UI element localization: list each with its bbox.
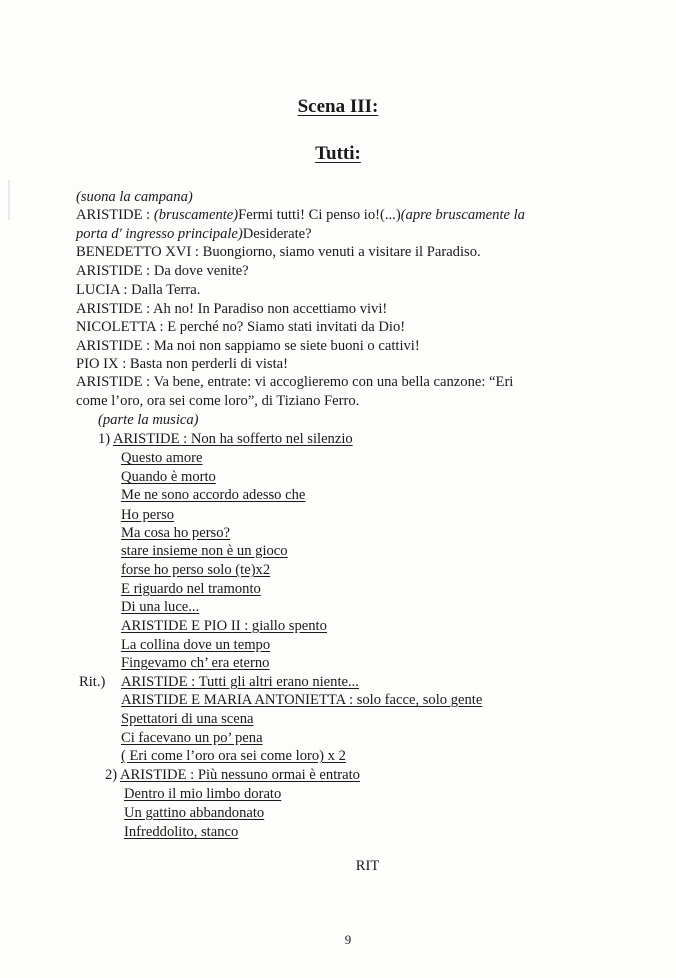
stage-direction: porta d' ingresso principale) [76, 226, 243, 242]
scene-title: Scena III: [297, 96, 379, 117]
dialogue-text: Fermi tutti! Ci penso io!(...) [238, 207, 401, 223]
lyric-line: ARISTIDE : Tutti gli altri erano niente... [121, 674, 359, 690]
lyric-line: Ma cosa ho perso? [121, 525, 231, 541]
dialogue-line-5: LUCIA : Dalla Terra. [76, 282, 201, 298]
dialogue-line-9: PIO IX : Basta non perderli di vista! [76, 356, 288, 372]
lyric-line: stare insieme non è un gioco [121, 543, 288, 559]
stage-direction-bell: (suona la campana) [76, 189, 193, 205]
lyric-line: Quando è morto [121, 469, 216, 485]
speaker: ARISTIDE : [76, 207, 154, 223]
verse-number: 1) [98, 431, 113, 447]
dialogue-line-10: ARISTIDE : Va bene, entrate: vi accoglieremo con una bella canzone: “Eri [76, 374, 514, 390]
rit-end: RIT [355, 858, 380, 874]
lyric-line: Fingevamo ch’ era eterno [121, 655, 270, 671]
stage-direction-music: (parte la musica) [98, 412, 199, 428]
song-verse-2-first [105, 766, 360, 784]
lyric-line: Di una luce... [121, 599, 200, 615]
lyric-line: Ho perso [121, 507, 175, 523]
dialogue-line-2 [76, 225, 312, 243]
lyric-line: ARISTIDE E MARIA ANTONIETTA : solo facce, solo gente [121, 692, 483, 708]
page-number: 9 [344, 932, 352, 947]
lyric-line: Questo amore [121, 450, 203, 466]
stage-direction: (apre bruscamente la [400, 207, 525, 223]
dialogue-line-4: ARISTIDE : Da dove venite? [76, 263, 249, 279]
lyric-line: ARISTIDE E PIO II : giallo spento [121, 618, 327, 634]
scene-subtitle: Tutti: [315, 143, 361, 164]
lyric-line: Dentro il mio limbo dorato [124, 786, 282, 802]
lyric-line: Un gattino abbandonato [124, 805, 265, 821]
dialogue-text: Desiderate? [242, 226, 312, 242]
lyric-line: forse ho perso solo (te)x2 [121, 562, 271, 578]
lyric-line: Spettatori di una scena [121, 711, 254, 727]
lyric-line: ( Eri come l’oro ora sei come loro) x 2 [121, 748, 346, 764]
rit-label: Rit.) [79, 674, 106, 690]
dialogue-line-3: BENEDETTO XVI : Buongiorno, siamo venuti a visitare il Paradiso. [76, 244, 481, 260]
lyric-line: ARISTIDE : Più nessuno ormai è entrato [120, 767, 360, 783]
scan-margin-mark [8, 180, 10, 220]
dialogue-line-7: NICOLETTA : E perché no? Siamo stati invitati da Dio! [76, 319, 406, 335]
dialogue-line-11: come l’oro, ora sei come loro”, di Tiziano Ferro. [76, 393, 360, 409]
lyric-line: E riguardo nel tramonto [121, 581, 261, 597]
dialogue-line-8: ARISTIDE : Ma noi non sappiamo se siete buoni o cattivi! [76, 338, 420, 354]
lyric-line: ARISTIDE : Non ha sofferto nel silenzio [113, 431, 353, 447]
lyric-line: Infreddolito, stanco [124, 824, 239, 840]
stage-direction: (bruscamente) [153, 207, 239, 223]
song-verse-1-first [98, 430, 353, 448]
verse-number: 2) [105, 767, 120, 783]
lyric-line: Me ne sono accordo adesso che [121, 487, 306, 503]
lyric-line: Ci facevano un po’ pena [121, 730, 263, 746]
lyric-line: La collina dove un tempo [121, 637, 271, 653]
dialogue-line-1 [76, 206, 525, 224]
dialogue-line-6: ARISTIDE : Ah no! In Paradiso non accettiamo vivi! [76, 301, 388, 317]
